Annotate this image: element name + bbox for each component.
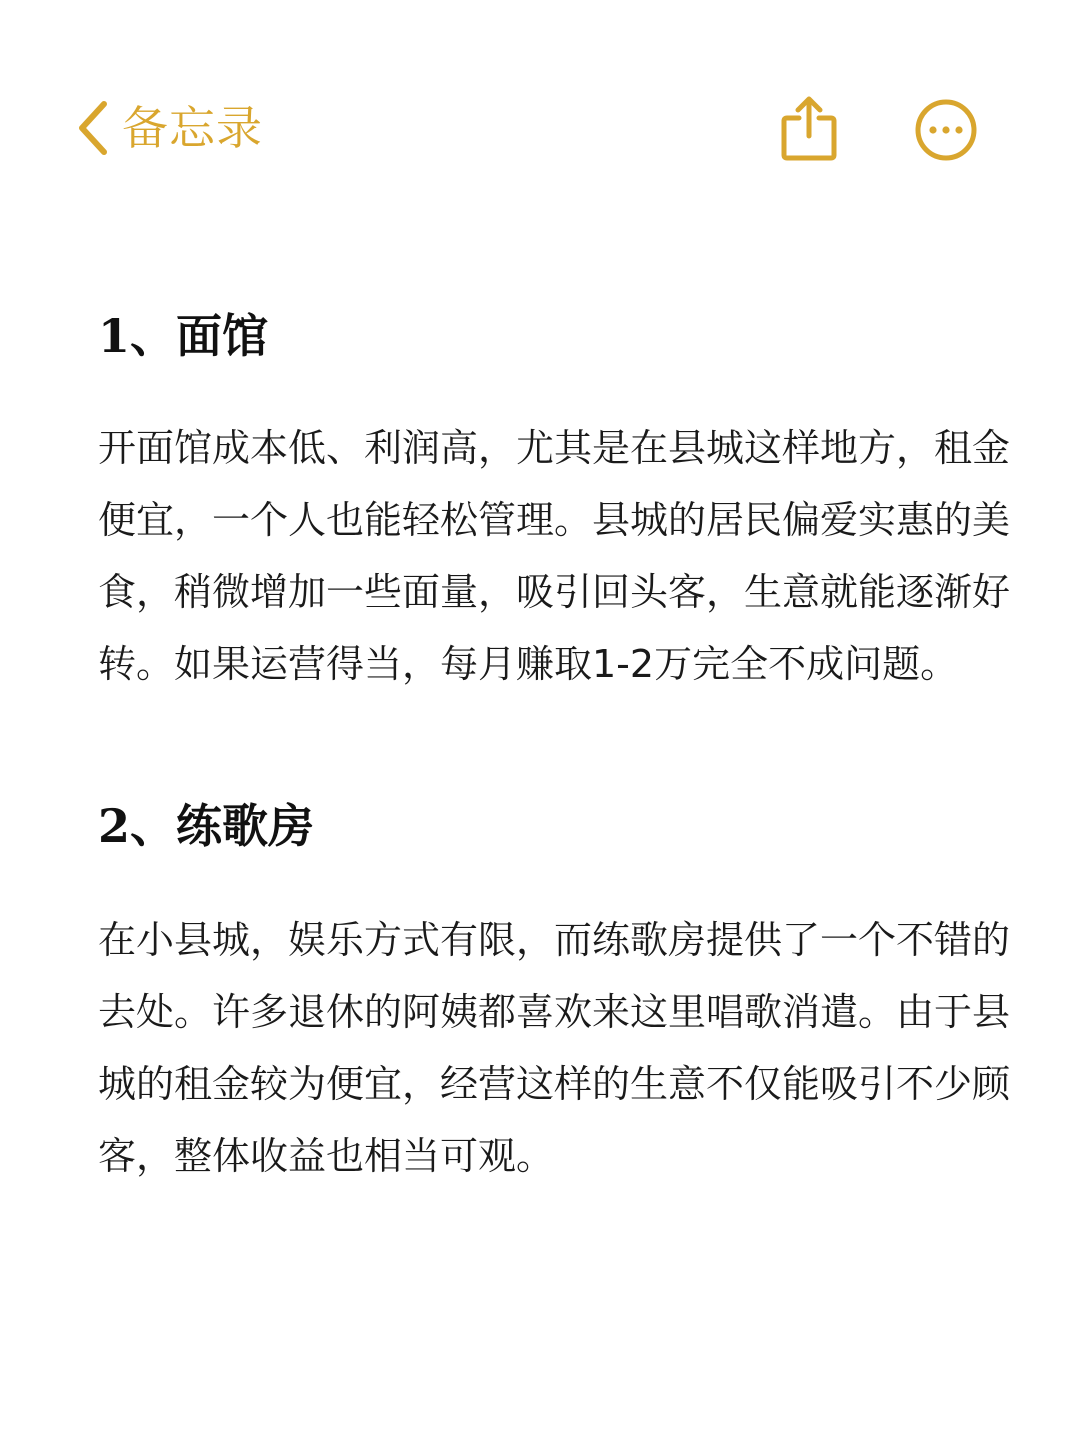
more-icon[interactable] [914,98,978,162]
section-heading: 2、练歌房 [98,799,315,853]
section-paragraph: 开面馆成本低、利润高，尤其是在县城这样地方，租金便宜，一个人也能轻松管理。县城的居民偏爱实惠的美食，稍微增加一些面量，吸引回头客，生意就能逐渐好转。如果运营得当，每月赚取1-2万完全不成问题。 [98,426,1011,686]
navigation-bar [0,0,1080,240]
share-icon[interactable] [778,94,840,164]
back-button[interactable] [72,96,263,160]
note-body[interactable] [98,300,1038,1192]
back-label: 备忘录 [122,101,263,155]
section-heading: 1、面馆 [98,309,269,363]
section-paragraph: 在小县城，娱乐方式有限，而练歌房提供了一个不错的去处。许多退休的阿姨都喜欢来这里唱歌消遣。由于县城的租金较为便宜，经营这样的生意不仅能吸引不少顾客，整体收益也相当可观。 [98,918,1011,1178]
chevron-left-icon [72,96,114,160]
